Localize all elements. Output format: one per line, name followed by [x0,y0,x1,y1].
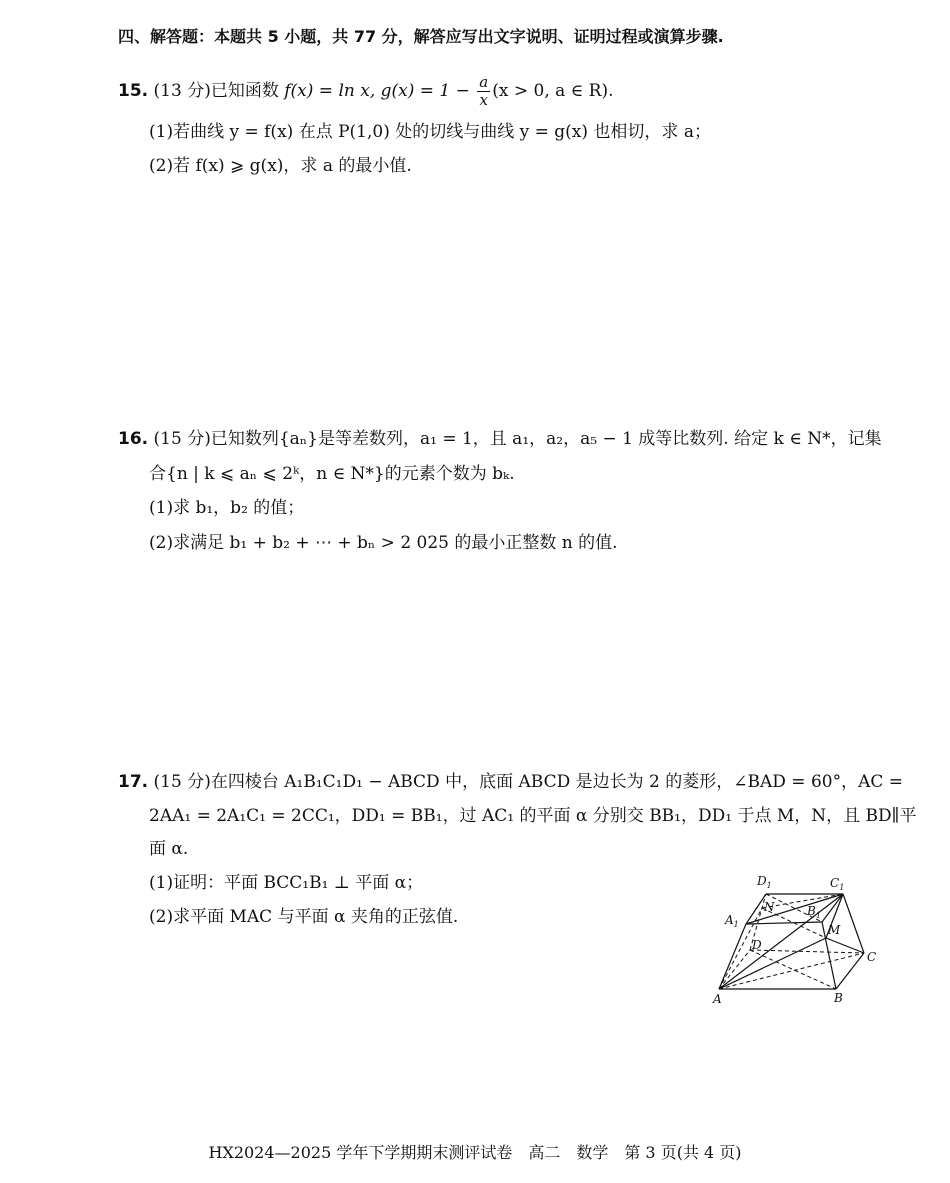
q16-number: 16. [118,429,149,449]
label-B1: $B_1$ [807,904,821,920]
label-C1: $C_1$ [830,876,845,892]
label-D1: $D_1$ [757,874,772,890]
q15-frac-den: x [479,91,488,109]
q17-line2: 2AA₁ = 2A₁C₁ = 2CC₁，DD₁ = BB₁，过 AC₁ 的平面 α 分别交 BB₁，DD₁ 于点 M，N，且 BD∥平 [149,806,917,826]
diag-BD-hidden [750,950,836,989]
diag-A1C1 [746,894,843,924]
diag-AC-hidden [719,953,864,989]
q17-part1: (1)证明：平面 BCC₁B₁ ⊥ 平面 α； [149,873,424,893]
q16-line2: 合{n | k ⩽ aₙ ⩽ 2ᵏ，n ∈ N*}的元素个数为 bₖ. [149,464,515,484]
line-AM [719,938,826,989]
edge-CC1 [843,894,864,953]
q15-frac-num: a [479,73,489,91]
section-header: 四、解答题：本题共 5 小题，共 77 分，解答应写出文字说明、证明过程或演算步骤. [118,27,724,46]
q17-line1 [118,771,903,793]
q16-points: (15 分) [153,429,211,449]
label-M: M [828,923,841,937]
q15-fraction [477,74,490,109]
q16-part2: (2)求满足 b₁ + b₂ + ⋯ + bₙ > 2 025 的最小正整数 n 的值. [149,533,618,553]
q15-stem [118,74,614,109]
q15-g-def: , g(x) = 1 − [369,81,470,101]
label-A1: $A_1$ [725,913,739,929]
frustum-figure [712,866,882,1008]
q17-line3: 面 α. [149,839,189,859]
q15-points: (13 分) [153,81,211,101]
line-MC [826,938,864,953]
q15-stem-tail: (x > 0, a ∈ R). [492,81,614,101]
q15-part1: (1)若曲线 y = f(x) 在点 P(1,0) 处的切线与曲线 y = g(x) 也相切，求 a； [149,122,711,142]
q15-part2: (2)若 f(x) ⩾ g(x)，求 a 的最小值. [149,156,412,176]
label-A: A [713,992,722,1006]
label-B: B [834,991,843,1005]
q17-line1-text: 在四棱台 A₁B₁C₁D₁ − ABCD 中，底面 ABCD 是边长为 2 的菱形，∠BAD = 60°，AC = [210,772,904,792]
q15-stem-a: 已知函数 [210,81,279,101]
label-N: N [764,900,775,914]
q17-points: (15 分) [153,772,211,792]
q17-part2: (2)求平面 MAC 与平面 α 夹角的正弦值. [149,907,459,927]
label-C: C [867,950,877,964]
q15-f-def: f(x) = ln x [284,81,370,101]
q15-number: 15. [118,81,149,101]
label-D: D [752,938,762,952]
line-AC1 [719,894,843,989]
q16-line1 [118,428,882,450]
q16-part1: (1)求 b₁，b₂ 的值； [149,498,305,518]
page-footer: HX2024—2025 学年下学期期末测评试卷 高二 数学 第 3 页(共 4 页) [208,1143,742,1162]
q17-number: 17. [118,772,149,792]
q16-line1-text: 已知数列{aₙ}是等差数列，a₁ = 1，且 a₁，a₂，a₅ − 1 成等比数列. 给定 k ∈ N*，记集 [210,429,882,449]
edge-BC [836,953,864,989]
